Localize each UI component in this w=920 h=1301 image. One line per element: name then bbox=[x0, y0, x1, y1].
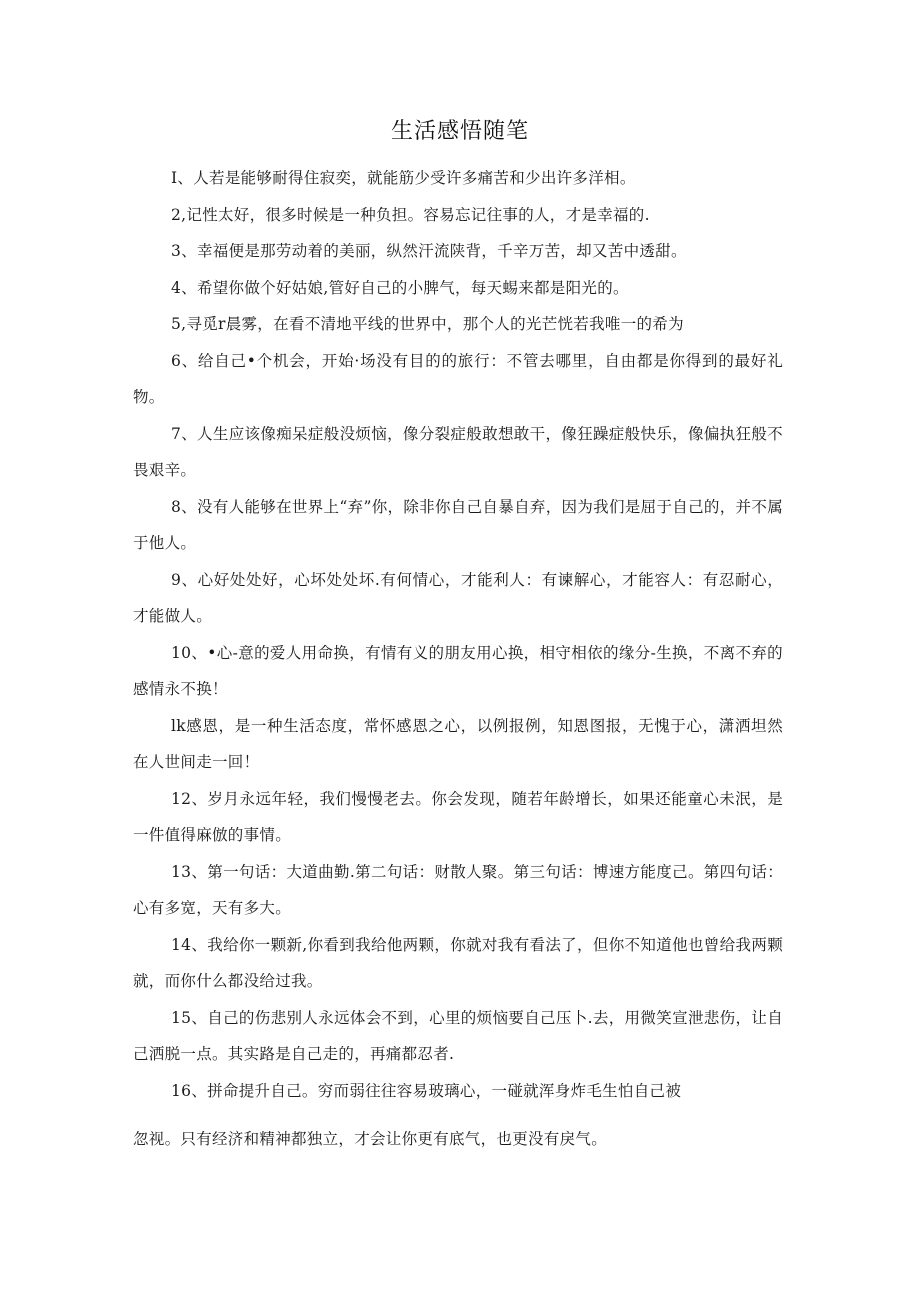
paragraph-3: 3、幸福便是那劳动着的美丽，纵然汗流陕背，千辛万苦，却又苦中透甜。 bbox=[171, 242, 687, 260]
page-title: 生活感悟随笔 bbox=[390, 119, 529, 144]
paragraph-4: 4、希望你做个好姑娘,管好自己的小脾气，每天蜴来都是阳光的。 bbox=[171, 278, 629, 297]
paragraph-13: 13、第一句话：大道曲勤.第二句话：财散人聚。第三句话：博速方能度己。第四句话：心有多宽，天有多大。 bbox=[133, 862, 783, 917]
document-body bbox=[133, 160, 783, 1158]
paragraph-16-line-2: 忽视。只有经济和精神都独立，才会让你更有底气，也更没有戾气。 bbox=[133, 1130, 608, 1148]
paragraph-2: 2,记性太好，很多时候是一种负担。容易忘记往事的人，才是幸福的. bbox=[171, 205, 650, 224]
paragraph-12: 12、岁月永远年轻，我们慢慢老去。你会发现，随若年龄增长，如果还能童心未泯，是一件值得麻倣的事情。 bbox=[133, 789, 783, 844]
paragraph-6: 6、给自己•个机会，开始·场没有目的的旅行：不管去哪里，自由都是你得到的最好礼物。 bbox=[133, 351, 783, 406]
paragraph-5: 5,寻觅r晨雾，在看不清地平线的世界中，那个人的光芒恍若我唯一的希为 bbox=[171, 315, 684, 333]
paragraph-1: I、人若是能够耐得住寂奕，就能筋少受许多痛苦和少出许多洋相。 bbox=[171, 169, 636, 187]
paragraph-16 bbox=[133, 1073, 783, 1158]
paragraph-15: 15、自己的伤悲别人永远体会不到，心里的烦恼要自己压卜.去，用微笑宣泄悲伤，让自己洒脱一点。其实路是自己走的，再痛都忍者. bbox=[133, 1008, 783, 1063]
paragraph-11: lk感恩，是一种生活态度，常怀感恩之心，以例报例，知恩图报，无愧于心，潇洒坦然在人世间走一回！ bbox=[133, 716, 783, 771]
paragraph-14: 14、我给你一颗新,你看到我给他两颗，你就对我有看法了，但你不知道他也曾给我两颗就，而你什么都没给过我。 bbox=[133, 935, 783, 990]
paragraph-8: 8、没有人能够在世界上“弃”你，除非你自己自暴自弃，因为我们是屈于自己的，并不属于他人。 bbox=[133, 497, 783, 552]
paragraph-9: 9、心好处处好，心坏处处坏.有何情心，才能利人：有谏解心，才能容人：有忍耐心，才能做人。 bbox=[133, 570, 783, 625]
paragraph-16-line-1: 16、拼命提升自己。穷而弱往往容易玻璃心，一碰就浑身炸毛生怕自己被 bbox=[171, 1081, 682, 1100]
paragraph-7: 7、人生应该像痴呆症般没烦恼，像分裂症般敢想敢干，像狂躁症般快乐，像偏执狂般不畏艰辛。 bbox=[133, 424, 783, 479]
paragraph-10: 10、•心-意的爱人用命换，有情有义的朋友用心换，相守相依的缘分-生换，不离不弃的感情永不换！ bbox=[133, 643, 783, 698]
